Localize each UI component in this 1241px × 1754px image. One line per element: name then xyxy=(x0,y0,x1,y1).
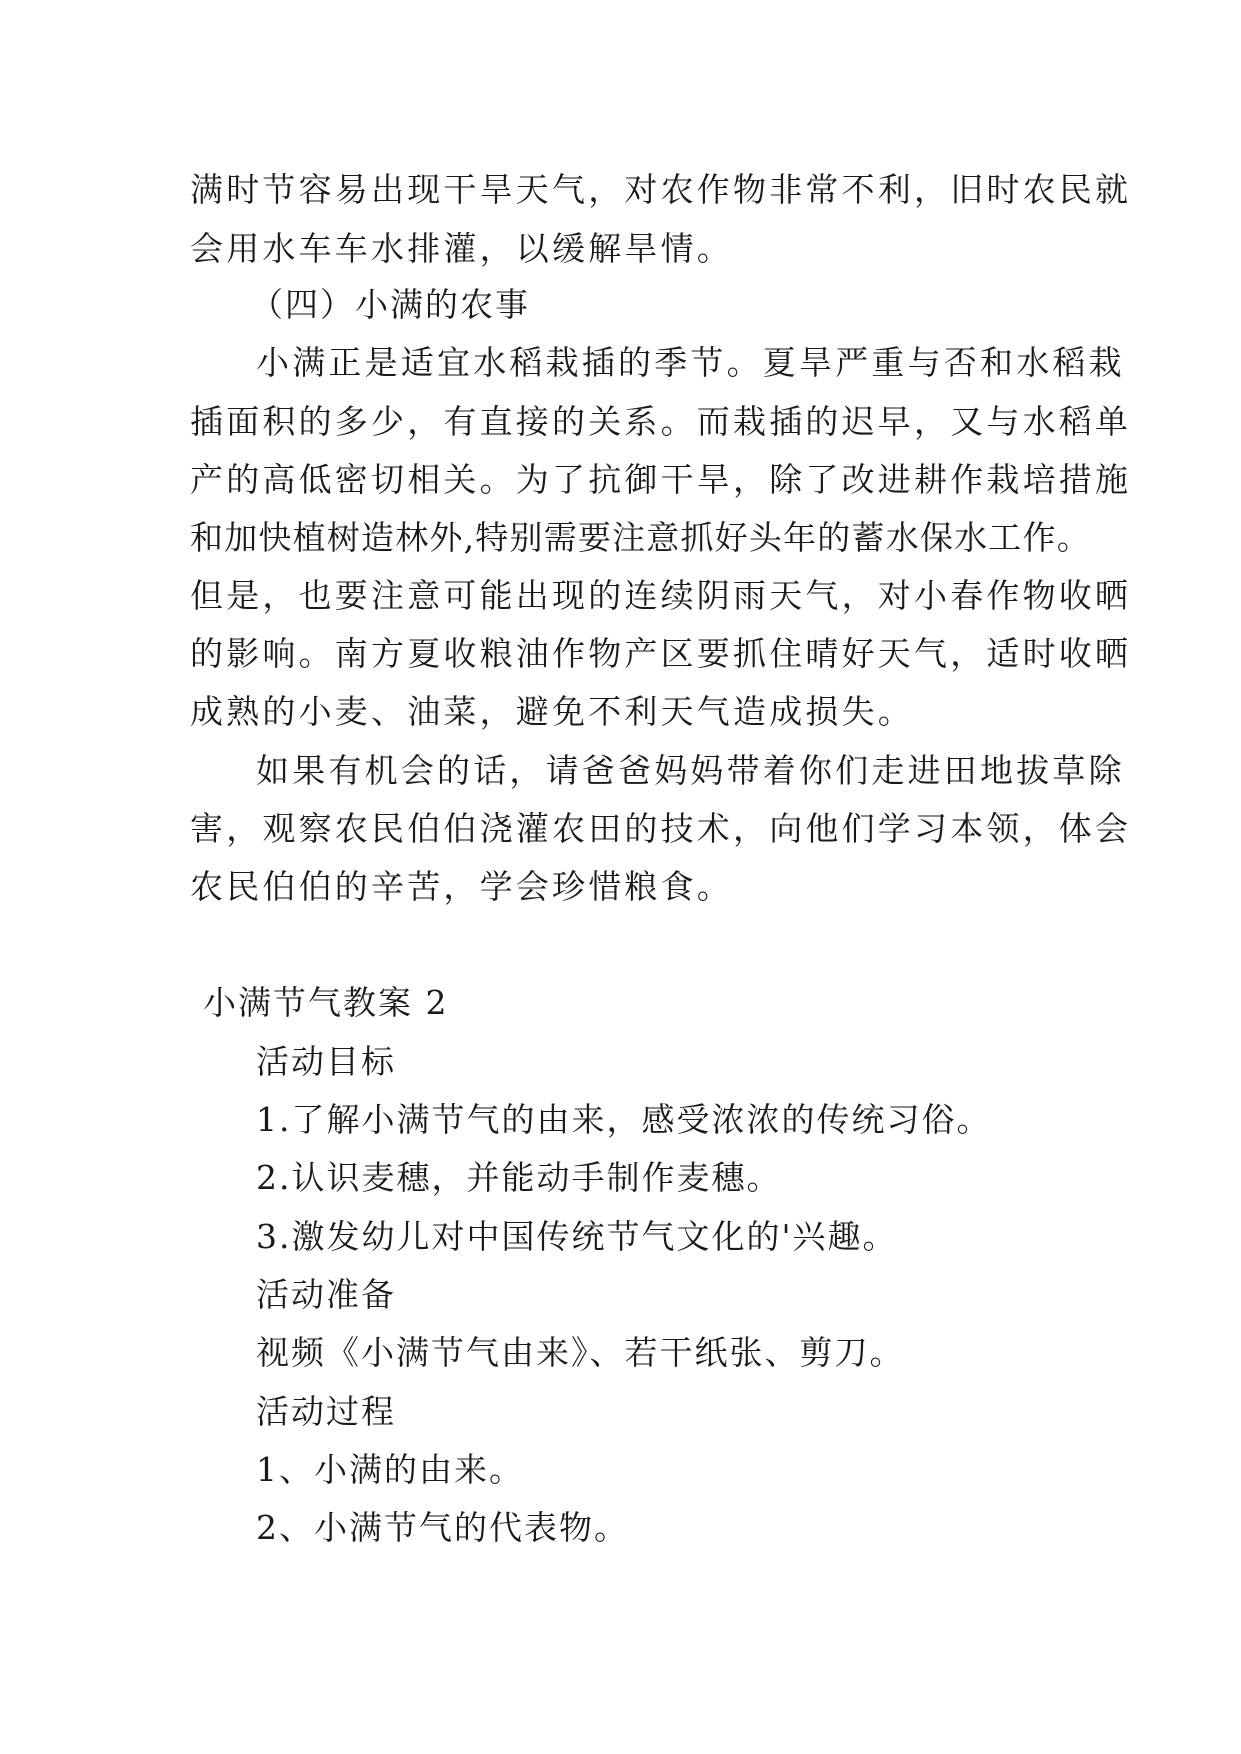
paragraph-line: 的影响。南方夏收粮油作物产区要抓住晴好天气，适时收晒 xyxy=(190,634,1132,673)
paragraph-line: 插面积的多少，有直接的关系。而栽插的迟早，又与水稻单 xyxy=(190,402,1132,441)
goal-item: 2.认识麦穗，并能动手制作麦穗。 xyxy=(256,1158,782,1197)
process-step: 2、小满节气的代表物。 xyxy=(256,1508,629,1547)
paragraph-line: 会用水车车水排灌，以缓解旱情。 xyxy=(190,229,733,268)
paragraph-line: 成熟的小麦、油菜，避免不利天气造成损失。 xyxy=(190,692,914,731)
paragraph-line: 产的高低密切相关。为了抗御干旱，除了改进耕作栽培措施 xyxy=(190,460,1132,499)
paragraph-line: 如果有机会的话，请爸爸妈妈带着你们走进田地拔草除 xyxy=(256,751,1125,790)
paragraph-line: 但是，也要注意可能出现的连续阴雨天气，对小春作物收晒 xyxy=(190,576,1132,615)
prep-text: 视频《小满节气由来》、若干纸张、剪刀。 xyxy=(256,1333,905,1372)
process-step: 1、小满的由来。 xyxy=(256,1450,524,1489)
paragraph-line: 和加快植树造林外,特别需要注意抓好头年的蓄水保水工作。 xyxy=(190,518,1091,557)
lesson-title: 小满节气教案 2 xyxy=(203,983,449,1022)
prep-heading: 活动准备 xyxy=(256,1275,396,1314)
paragraph-line: 害，观察农民伯伯浇灌农田的技术，向他们学习本领，体会 xyxy=(190,809,1132,848)
goals-heading: 活动目标 xyxy=(256,1042,396,1081)
paragraph-line: 满时节容易出现干旱天气，对农作物非常不利，旧时农民就 xyxy=(190,170,1132,209)
section-subheading: （四）小满的农事 xyxy=(250,285,530,324)
goal-item: 3.激发幼儿对中国传统节气文化的'兴趣。 xyxy=(256,1217,898,1256)
paragraph-line: 小满正是适宜水稻栽插的季节。夏旱严重与否和水稻栽 xyxy=(256,343,1125,382)
paragraph-line: 农民伯伯的辛苦，学会珍惜粮食。 xyxy=(190,867,733,906)
process-heading: 活动过程 xyxy=(256,1392,396,1431)
goal-item: 1.了解小满节气的由来，感受浓浓的传统习俗。 xyxy=(256,1100,992,1139)
